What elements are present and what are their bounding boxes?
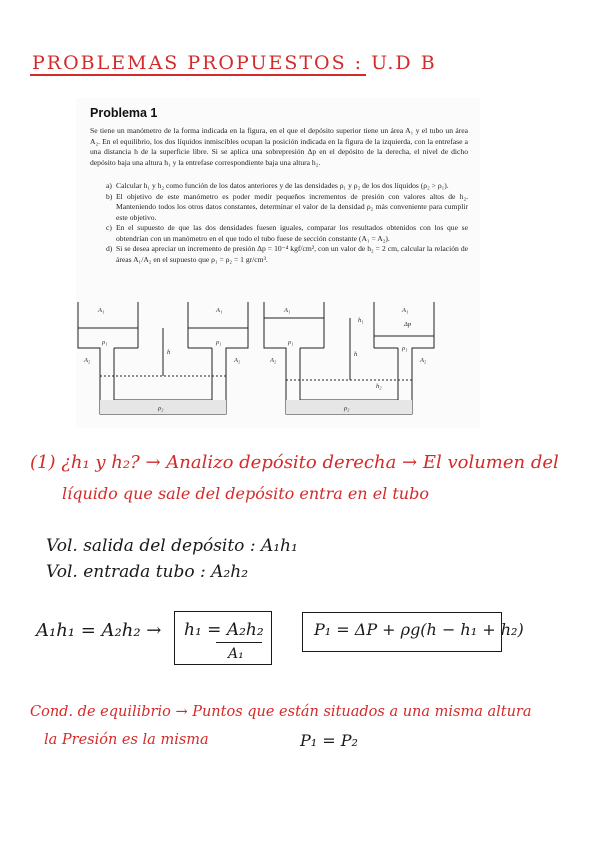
item-label: b) (106, 191, 113, 201)
problem-item-c (90, 223, 468, 244)
label-a2-right: A₂ (234, 357, 241, 364)
label-rho1-right: ρ₁ (216, 339, 222, 346)
problem-items (90, 181, 468, 265)
label-h1: h₁ (358, 317, 364, 324)
label-a1-left: A₁ (98, 307, 105, 314)
manometer-figure (76, 296, 480, 422)
pressure-equation: P₁ = ΔP + ρg(h − h₁ + h₂) (314, 620, 524, 639)
label-rho1-left-2: ρ₁ (288, 339, 294, 346)
label-a1-right-2: A₁ (402, 307, 409, 314)
label-h2: h₂ (376, 383, 382, 390)
item-label: a) (106, 181, 112, 190)
label-h-2: h (354, 351, 358, 358)
problem-item-d (90, 244, 468, 265)
problem-title: Problema 1 (90, 106, 158, 120)
problem-item-a (90, 181, 468, 192)
note-volume-out: Vol. salida del depósito : A₁h₁ (46, 536, 298, 556)
note-equation-areas: A₁h₁ = A₂h₂ → (36, 620, 162, 641)
label-rho1-left: ρ₁ (102, 339, 108, 346)
label-a2-left: A₂ (84, 357, 91, 364)
page-heading: PROBLEMAS PROPUESTOS : U.D B (32, 52, 437, 74)
label-a2-left-2: A₂ (270, 357, 277, 364)
fraction-denominator: A₁ (228, 646, 244, 662)
label-rho1-right-2: ρ₁ (402, 345, 408, 352)
heading-underline (30, 74, 366, 76)
note-condition-equation: P₁ = P₂ (300, 731, 358, 750)
item-text: Si se desea apreciar un incremento de presión Δp = 10⁻⁴ kgf/cm², con un valor de h₂ = 2 cm, calcular la relación de áreas A₁/A₂ en el supuesto que ρ₁ = ρ₂ = 1 gr/cm³. (116, 244, 468, 264)
item-text: El objetivo de este manómetro es poder medir pequeños incrementos de presión con valores altos de h₂. Manteniendo todos los otros datos constantes, determinar el valor de la densidad ρ₂ más conveniente para cumplir este objetivo. (116, 191, 468, 222)
label-a1-right: A₁ (216, 307, 223, 314)
fraction-bar (216, 642, 262, 643)
label-a2-right-2: A₂ (420, 357, 427, 364)
item-label: c) (106, 223, 112, 232)
label-rho2-2: ρ₂ (344, 405, 350, 412)
note-condition-line-2: la Presión es la misma (44, 732, 209, 748)
note-volume-in: Vol. entrada tubo : A₂h₂ (46, 562, 249, 582)
note-question-line-2: líquido que sale del depósito entra en el tubo (62, 484, 429, 503)
label-dp: Δp (404, 321, 412, 328)
problem-intro: Se tiene un manómetro de la forma indicada en la figura, en el que el depósito superior tiene un área A₁ y el tubo un área A₂. En el equilibrio, los dos líquidos inmiscibles ocupan la posición indicada en la figura de la izquierda, con la entrefase a una distancia h de la superficie libre. Si se aplica una sobrepresión Δp en el depósito de la derecha, el nivel de dicho depósito baja una altura h₁ y la entrefase correspondiente baja una altura h₂. (90, 126, 468, 167)
label-h: h (167, 349, 171, 356)
manometer-left (78, 302, 248, 414)
label-a1-left-2: A₁ (284, 307, 291, 314)
note-condition-line-1: Cond. de equilibrio → Puntos que están situados a una misma altura (30, 704, 532, 720)
note-question-line-1: (1) ¿h₁ y h₂? → Analizo depósito derecha → El volumen del (30, 452, 559, 473)
label-rho2: ρ₂ (158, 405, 164, 412)
problem-item-b (90, 192, 468, 224)
item-text: Calcular h₁ y h₂ como función de los datos anteriores y de las densidades ρ₁ y ρ₂ de los dos líquidos (ρ₂ > ρ₁). (116, 181, 449, 190)
item-label: d) (106, 244, 113, 253)
fraction-numerator: h₁ = A₂h₂ (184, 620, 264, 640)
manometer-right (264, 302, 434, 414)
item-text: En el supuesto de que las dos densidades fuesen iguales, comparar los resultados obtenidos con los que se obtendrían con un manómetro en el que todo el tubo fuese de sección constante (A₁ = A₂). (116, 223, 468, 243)
